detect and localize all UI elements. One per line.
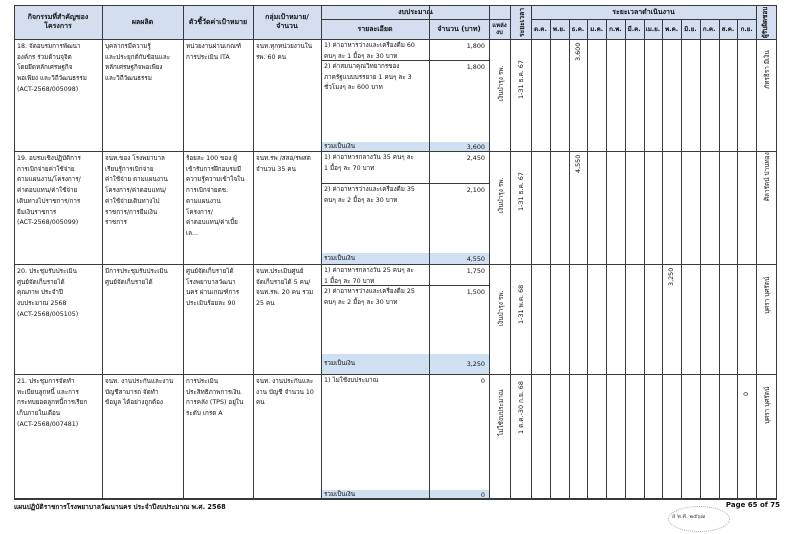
month-header: ก.ค. xyxy=(702,25,716,33)
schedule-value: 3,250 xyxy=(667,267,676,286)
budget-item-amount: 1,800 xyxy=(466,63,485,71)
total-label: รวมเป็นเงิน xyxy=(324,491,356,498)
budget-item-amount: 0 xyxy=(480,377,485,385)
header-budget-amount: จำนวน (บาท) xyxy=(437,24,481,33)
budget-item-amount: 2,450 xyxy=(466,154,485,162)
activity-cell: 20. ประชุมรับประเมิน ศูนย์จัดเก็บรายได้ คุณภาพ ประจำปี งบประมาณ 2568 (ACT-2568/005105) xyxy=(17,268,79,318)
month-header: พ.ย. xyxy=(552,25,566,33)
activity-cell: 19. อบรมเชิงปฏิบัติการ การเบิกจ่ายค่าใช้จ่าย ตามแผนงาน/โครงการ/ ค่าตอบแทน/ค่าใช้จ่าย เดินทางไปราชการ/การ ยืมเงินราชการ (ACT-2568/005099) xyxy=(17,155,81,227)
indicator-cell: ร้อยละ 100 ของ ผู้ เข้ารับการฝึกอบรมมี ความรู้ความเข้าใจใน การเบิกจ่ายตช. ตามแผนงาน โครงการ/ ค่าตอบแทน/ค่าเบี้ย เล... xyxy=(186,155,245,237)
budget-item-detail: 2) ค่าอาหารว่างและเครื่องดื่ม 35 คนๆ ละ 2 มื้อๆ ละ 30 บาท xyxy=(324,186,415,204)
indicator-cell: หน่วยงานผ่านเกณฑ์ การประเมิน ITA xyxy=(186,43,242,61)
budget-item-detail: 1) ค่าอาหารกลางวัน 35 คนๆ ละ 1 มื้อๆ ละ 70 บาท xyxy=(324,154,414,172)
budget-item-amount: 1,750 xyxy=(466,267,485,275)
output-cell: จนท. งานประกันและงาน บัญชีสามารถ จัดทำ ข้อมูล ได้อย่างถูกต้อง xyxy=(105,378,174,407)
budget-item-amount: 1,800 xyxy=(466,42,485,50)
indicator-cell: ศูนย์จัดเก็บรายได้ โรงพยาบาลวัฒนา นคร ผ่านเกณฑ์การ ประเมินร้อยละ 90 xyxy=(186,268,240,308)
output-cell: บุคลากรมีความรู้ และประยุกต์กับข้อนและ หลักเศรษฐกิจพอเพียง และวิถีวัฒนธรรม xyxy=(105,43,171,83)
month-header: ก.พ. xyxy=(609,25,622,33)
budget-item-detail: 1) ค่าอาหารกลางวัน 25 คนๆ ละ 1 มื้อๆ ละ 70 บาท xyxy=(324,267,414,284)
total-label: รวมเป็นเงิน xyxy=(324,255,356,262)
header-target: กลุ่มเป้าหมาย/ จำนวน xyxy=(265,13,309,30)
activity-cell: 21. ประชุมการจัดทำ ทะเบียนลูกหนี้ และการ กระทบยอดลูกหนี้การเรียก เก็บภายในเดือน (ACT-2568/007481) xyxy=(17,378,88,428)
budget-item-amount: 1,500 xyxy=(466,288,485,296)
budget-source: เงินบำรุง รพ. xyxy=(497,177,505,213)
month-header: มี.ค. xyxy=(627,25,641,33)
target-cell: จนท.รพ /สสอ/รพสต จำนวน 35 คน xyxy=(256,155,311,173)
table-border xyxy=(14,5,777,499)
header-budget-source: แหล่ง งบ xyxy=(492,22,507,36)
activity-cell: 18. จัดอบรมการพัฒนา องค์กร ร่วมด้านจุจิต โดยยึดหลักเศรษฐกิจ พอเพียง และวิถีวัฒนธรรม (ACT-2568/005098) xyxy=(17,43,87,93)
header-budget-detail: รายละเอียด xyxy=(357,24,393,33)
budget-item-detail: 2) ค่าสมนาคุณวิทยากรของ ภาครัฐแบบบรรยาย 1 คนๆ ละ 3 ชั่วโมงๆ ละ 600 บาท xyxy=(324,63,412,92)
total-amount: 3,600 xyxy=(466,143,485,151)
total-amount: 3,250 xyxy=(466,360,485,368)
budget-source: เงินบำรุง รพ. xyxy=(497,290,505,326)
owner-name: ภัทรธิรา มีเงิน xyxy=(763,50,771,89)
target-cell: จนท. งานประกันและ งาน บัญชี จำนวน 10 คน xyxy=(256,378,314,407)
budget-item-amount: 2,100 xyxy=(466,186,485,194)
month-header: ต.ค. xyxy=(533,25,547,33)
period-text: 1-31 ธ.ค. 67 xyxy=(517,172,525,211)
output-cell: มีการประชุมรับประเมิน ศูนย์จัดเก็บรายได้ xyxy=(105,268,168,286)
schedule-value: 3,600 xyxy=(573,42,582,61)
target-cell: จนท.ทุกหน่วยงานใน รพ. 60 คน xyxy=(256,43,313,61)
total-amount: 0 xyxy=(480,491,485,499)
header-owner: ผู้รับผิดชอบ xyxy=(761,6,769,38)
budget-item-detail: 1) ไม่ใช้งบประมาณ xyxy=(324,377,379,384)
header-schedule: ระยะเวลาดำเนินงาน xyxy=(612,7,675,16)
month-header: ธ.ค. xyxy=(571,25,585,33)
owner-name: บุศรา บุศรัตน์ xyxy=(763,386,771,424)
row-divider xyxy=(14,499,777,500)
month-header: ก.ย. xyxy=(740,25,753,33)
schedule-value: 0 xyxy=(742,391,751,396)
budget-source: เงินบำรุง รพ. xyxy=(497,65,505,101)
total-amount: 4,550 xyxy=(466,255,485,263)
target-cell: จนท.ประเมินศูนย์ จัดเก็บรายได้ 5 คน/ จนท.รพ. 20 คน รวม 25 คน xyxy=(256,268,314,308)
stamp-text: ส พ.ศ. ๒๕๖๗ xyxy=(672,514,705,520)
budget-item-detail: 1) ค่าอาหารว่างและเครื่องดื่ม 60 คนๆ ละ 1 มื้อๆ ละ 30 บาท xyxy=(324,42,415,59)
schedule-value: 4,550 xyxy=(573,154,582,173)
period-text: 1-31 พ.ค. 68 xyxy=(517,284,525,324)
header-budget: งบประมาณ xyxy=(398,7,433,16)
budget-source: ไม่ใช้งบประมาณ xyxy=(497,389,505,436)
header-output: ผลผลิต xyxy=(131,17,154,26)
period-text: 1-31 ธ.ค. 67 xyxy=(517,60,525,99)
month-header: มิ.ย. xyxy=(684,25,697,33)
header-indicator: ตัวชี้วัดค่าเป้าหมาย xyxy=(188,17,248,26)
total-label: รวมเป็นเงิน xyxy=(324,143,356,150)
plan-table xyxy=(14,5,776,499)
month-header: ส.ค. xyxy=(721,25,735,33)
budget-item-detail: 2) ค่าอาหารว่างและเครื่องดื่ม 25 คนๆ ละ 2 มื้อๆ ละ 30 บาท xyxy=(324,288,415,306)
header-period: ระยะเวลา xyxy=(518,7,526,37)
month-header: พ.ค. xyxy=(665,25,679,33)
total-label: รวมเป็นเงิน xyxy=(324,360,356,367)
period-text: 1 ต.ค.-30 ก.ย. 68 xyxy=(517,381,525,434)
header-activity: กิจกรรมที่สำคัญของ โครงการ xyxy=(27,13,89,30)
footer-title: แผนปฏิบัติราชการโรงพยาบาลวัฒนานคร ประจำปีงบประมาณ พ.ศ. 2568 xyxy=(14,503,226,511)
owner-name: บุศรา บุศรัตน์ xyxy=(763,276,771,314)
indicator-cell: การประเมิน ประสิทธิภาพการเงิน การคลัง (TPS) อยู่ใน ระดับ เกรด A xyxy=(186,378,244,418)
output-cell: จนท.ของ โรงพยาบาล เรียนรู้การเบิกจ่าย ค่าใช้จ่าย ตามแผนงาน โครงการ/ค่าตอบแทน/ ค่าใช้จ่ายเดินทางไป ราชการ/การยืมเงิน ราชการ xyxy=(105,155,168,227)
month-header: ม.ค. xyxy=(590,25,604,33)
month-header: เม.ย. xyxy=(645,25,661,33)
page-number: Page 65 of 75 xyxy=(725,501,780,509)
owner-name: ศิลารัตน์ ปานทอง xyxy=(763,152,771,201)
